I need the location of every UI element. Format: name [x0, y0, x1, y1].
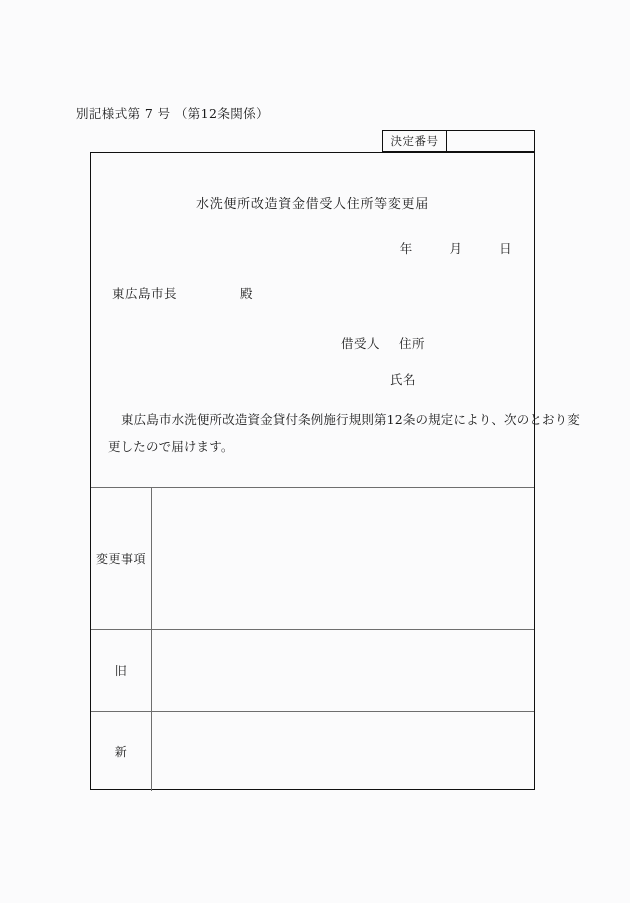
row-value-new[interactable] [152, 712, 534, 791]
date-line [400, 239, 512, 257]
form-upper-section [91, 153, 580, 488]
document-title: 水洗便所改造資金借受人住所等変更届 [196, 197, 429, 212]
row-value-old[interactable] [152, 630, 534, 711]
borrower-address-label: 住所 [398, 336, 425, 351]
borrower-role-label: 借受人 [341, 336, 381, 351]
date-day-label: 日 [499, 241, 512, 256]
addressee-line [112, 284, 253, 302]
date-year-label: 年 [399, 241, 413, 256]
row-label-change-items: 変更事項 [91, 488, 152, 629]
row-label-new: 新 [91, 712, 152, 791]
borrower-name-label: 氏名 [390, 372, 417, 387]
body-paragraph-line-1: 東広島市水洗便所改造資金貸付条例施行規則第12条の規定により、次のとおり変 [121, 412, 580, 427]
decision-number-field[interactable] [447, 131, 534, 151]
decision-number-box [382, 130, 535, 152]
table-row [91, 629, 534, 711]
addressee-honorific: 殿 [239, 286, 253, 301]
borrower-name-line [390, 370, 416, 388]
form-number-heading: 別記様式第 7 号 （第12条関係） [76, 106, 269, 121]
row-label-old: 旧 [91, 630, 152, 711]
table-row [91, 711, 534, 791]
change-details-table [91, 488, 534, 789]
row-value-change-items[interactable] [152, 488, 534, 629]
table-row [91, 488, 534, 629]
body-paragraph [108, 406, 580, 460]
borrower-address-line [341, 334, 425, 352]
decision-number-label: 決定番号 [383, 131, 447, 151]
date-month-label: 月 [449, 241, 463, 256]
body-paragraph-line-2: 更したので届けます。 [108, 439, 234, 454]
form-main-box [90, 152, 580, 790]
addressee-recipient: 東広島市長 [112, 286, 178, 301]
